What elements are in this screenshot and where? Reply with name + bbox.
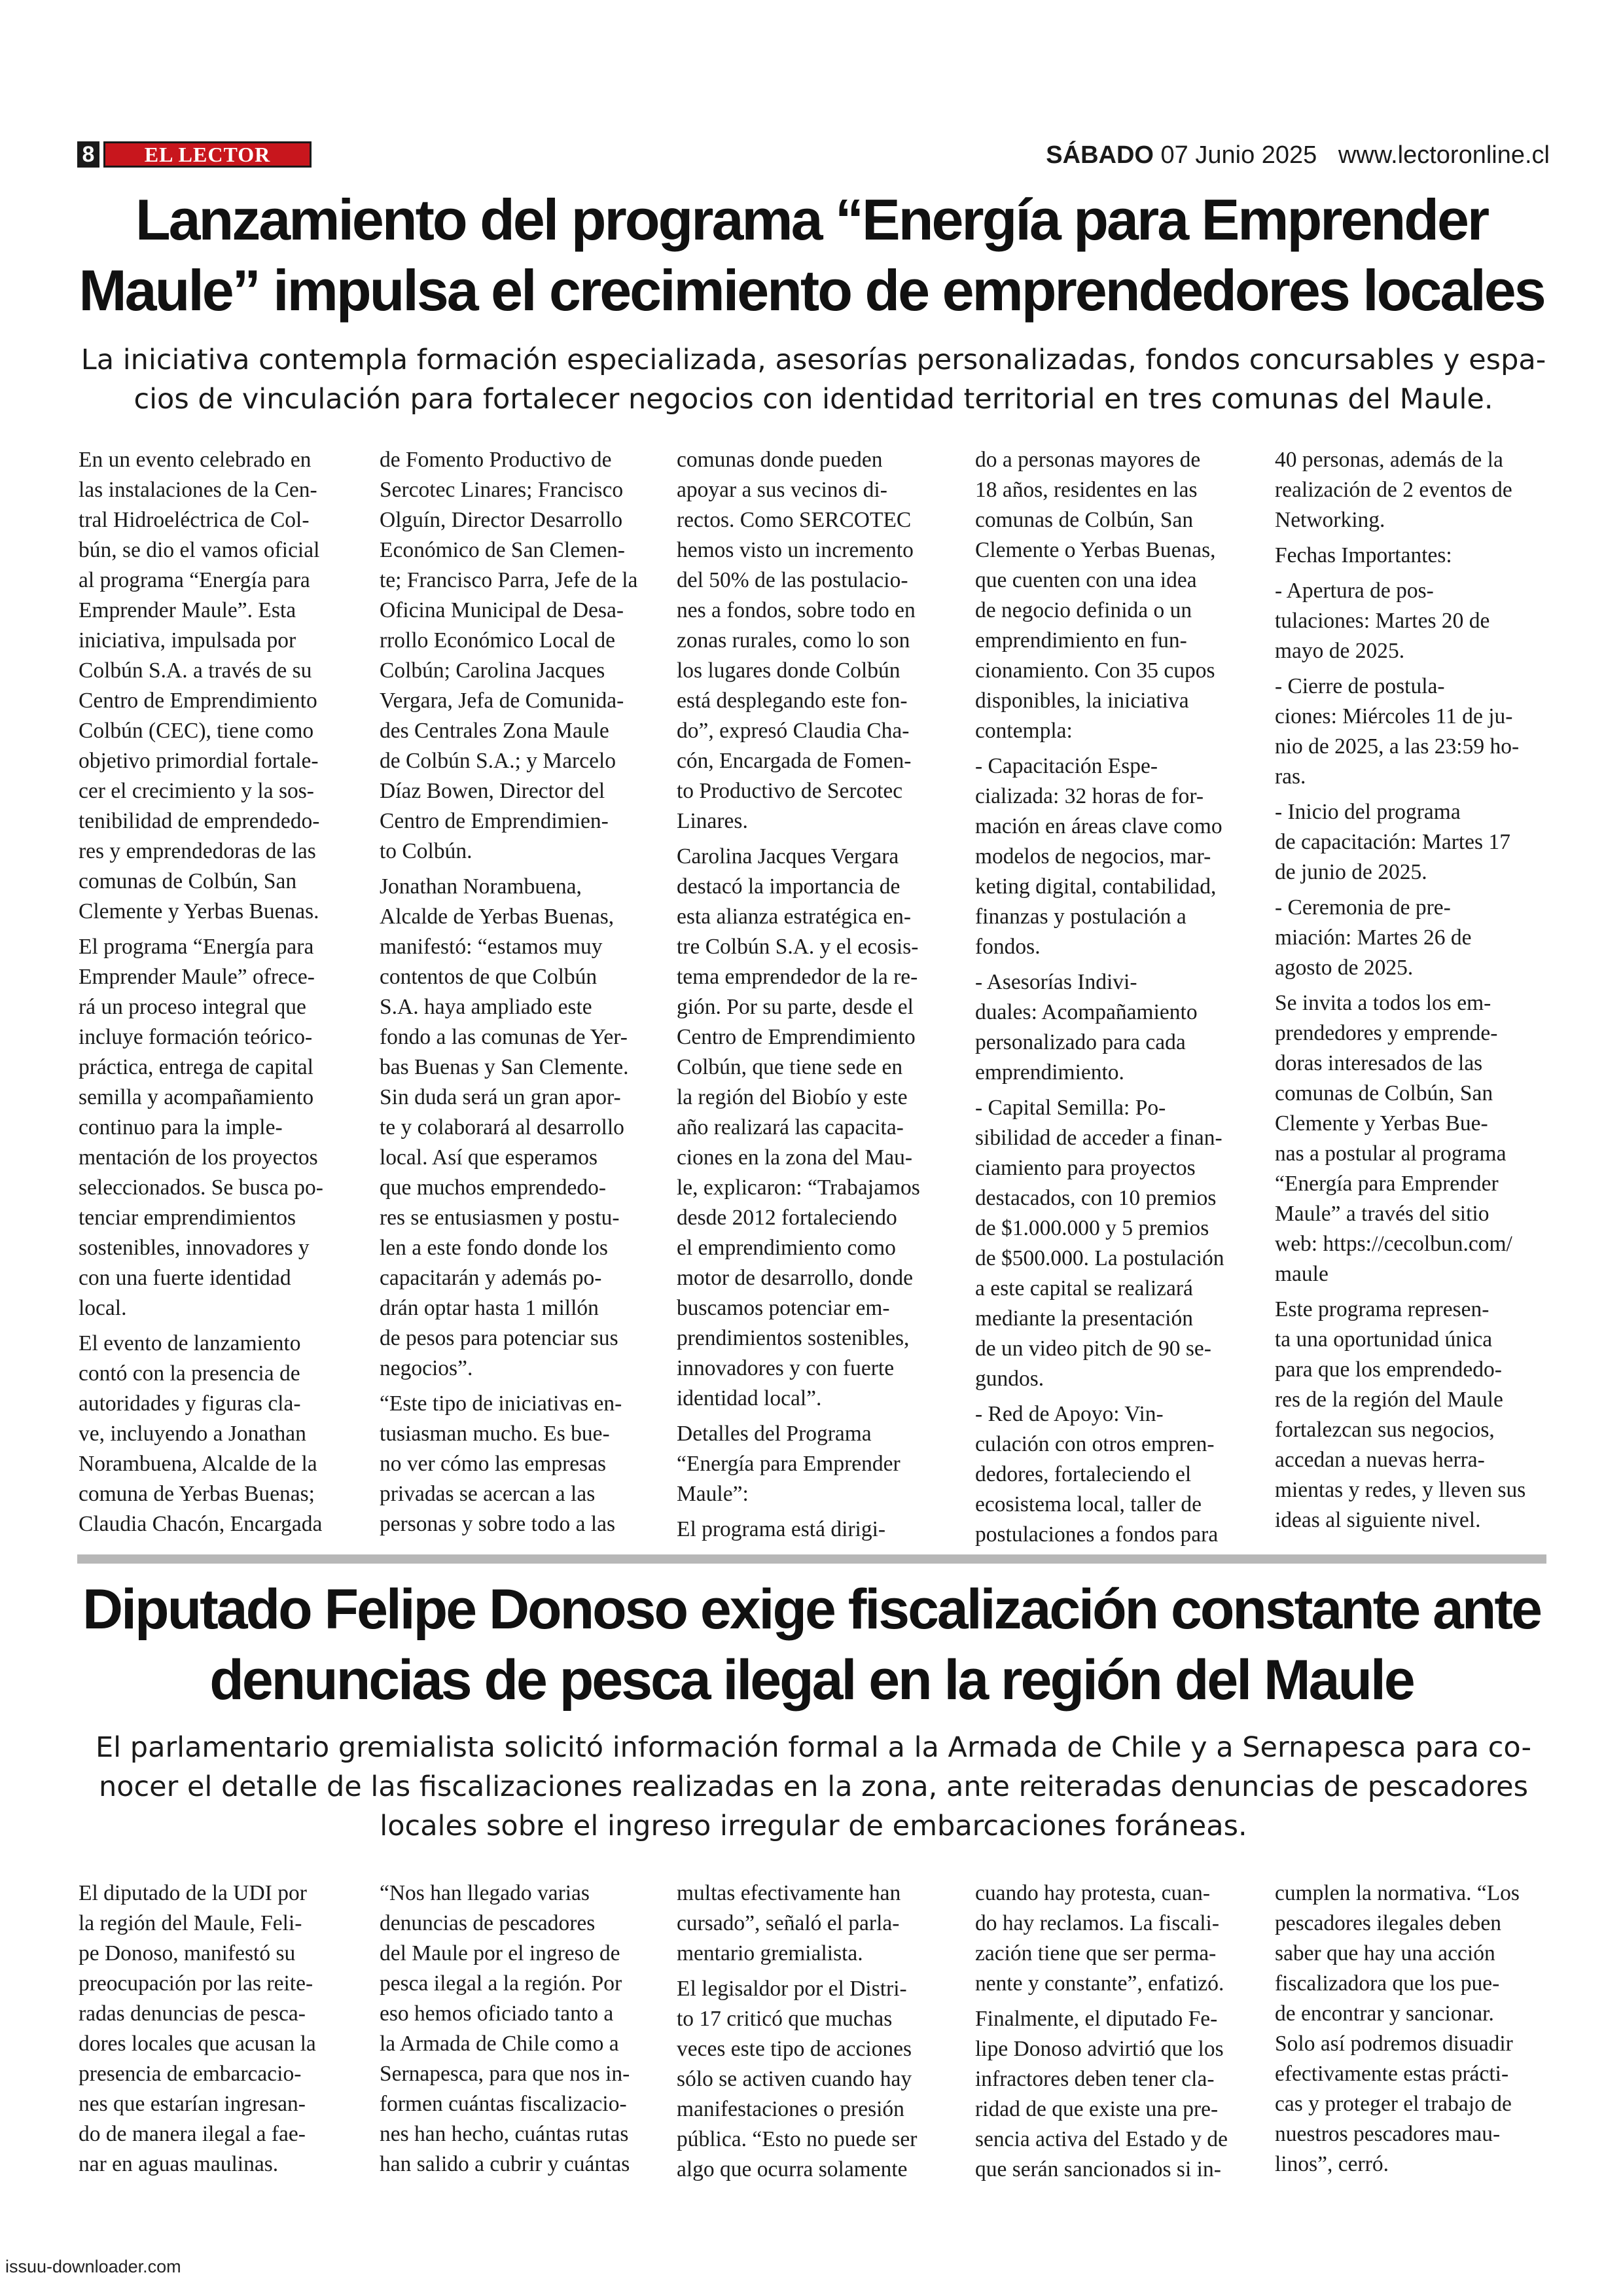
text-line: infractores deben tener cla- — [975, 2067, 1215, 2091]
text-line: Norambuena, Alcalde de la — [79, 1452, 317, 1476]
text-line: fondo a las comunas de Yer- — [380, 1025, 628, 1049]
text-line: multas efectivamente han — [677, 1881, 901, 1905]
text-line: destacó la importancia de — [677, 874, 901, 899]
text-line: sibilidad de acceder a finan- — [975, 1126, 1222, 1150]
text-line: manifestaciones o presión — [677, 2097, 904, 2121]
text-line: Vergara, Jefa de Comunida- — [380, 689, 624, 713]
text-line: mayo de 2025. — [1275, 639, 1405, 663]
text-line: práctica, entrega de capital — [79, 1055, 313, 1079]
text-line: rá un proceso integral que — [79, 995, 306, 1019]
text-line: denuncias de pescadores — [380, 1911, 596, 1935]
text-line: de $500.000. La postulación — [975, 1246, 1224, 1270]
text-line: dores locales que acusan la — [79, 2032, 316, 2056]
text-line: comunas donde pueden — [677, 448, 883, 472]
text-line: lipe Donoso advirtió que los — [975, 2037, 1224, 2061]
text-line: Linares. — [677, 809, 748, 833]
text-line: motor de desarrollo, donde — [677, 1266, 913, 1290]
text-line: Díaz Bowen, Director del — [380, 779, 605, 803]
text-line: Se invita a todos los em- — [1275, 991, 1491, 1015]
text-line: ecosistema local, taller de — [975, 1492, 1202, 1516]
text-line: pe Donoso, manifestó su — [79, 1941, 296, 1965]
text-line: destacados, con 10 premios — [975, 1186, 1217, 1210]
text-line: “Este tipo de iniciativas en- — [380, 1391, 622, 1416]
text-line: mediante la presentación — [975, 1306, 1193, 1331]
text-line: ta una oportunidad única — [1275, 1327, 1493, 1352]
text-line: semilla y acompañamiento — [79, 1085, 314, 1109]
text-line: de Fomento Productivo de — [380, 448, 612, 472]
text-line: tenciar emprendimientos — [79, 1206, 296, 1230]
article2-column-1 — [79, 1878, 353, 2179]
text-line: que cuenten con una idea — [975, 568, 1197, 592]
text-line: to Colbún. — [380, 839, 473, 863]
text-line: Finalmente, el diputado Fe- — [975, 2007, 1218, 2031]
headline-line: Diputado Felipe Donoso exige fiscalización constante ante — [82, 1578, 1541, 1641]
headline-line: Maule” impulsa el crecimiento de emprendedores locales — [79, 258, 1544, 323]
page-number: 8 — [77, 141, 99, 168]
text-line: nes que estarían ingresan- — [79, 2092, 306, 2116]
text-line: drán optar hasta 1 millón — [380, 1296, 599, 1320]
logo-text: EL LECTOR — [144, 143, 271, 166]
text-line: sostenibles, innovadores y — [79, 1236, 310, 1260]
text-line: cursado”, señaló el parla- — [677, 1911, 900, 1935]
text-line: buscamos potenciar em- — [677, 1296, 890, 1320]
text-line: Carolina Jacques Vergara — [677, 844, 899, 869]
text-line: Maule” a través del sitio — [1275, 1202, 1489, 1226]
text-line: de junio de 2025. — [1275, 860, 1427, 884]
text-line: Económico de San Clemen- — [380, 538, 625, 562]
text-line: - Inicio del programa — [1275, 800, 1461, 824]
text-line: duales: Acompañamiento — [975, 1000, 1198, 1024]
text-line: rrollo Económico Local de — [380, 628, 615, 653]
text-line: res y emprendedoras de las — [79, 839, 316, 863]
text-line: zación tiene que ser perma- — [975, 1941, 1217, 1965]
text-line: pescadores ilegales deben — [1275, 1911, 1502, 1935]
text-line: nar en aguas maulinas. — [79, 2152, 279, 2176]
text-line: S.A. haya ampliado este — [380, 995, 592, 1019]
text-line: modelos de negocios, mar- — [975, 844, 1211, 869]
article2-subhead — [77, 1728, 1550, 1846]
newspaper-logo — [103, 141, 312, 168]
text-line: esta alianza estratégica en- — [677, 905, 912, 929]
text-line: doras interesados de las — [1275, 1051, 1483, 1075]
text-line: Clemente o Yerbas Buenas, — [975, 538, 1216, 562]
page-header — [77, 139, 1550, 171]
text-line: continuo para la imple- — [79, 1115, 283, 1139]
article2-column-2 — [380, 1878, 654, 2179]
text-line: emprendimiento en fun- — [975, 628, 1187, 653]
text-line: zonas rurales, como lo son — [677, 628, 910, 653]
text-line: está desplegando este fon- — [677, 689, 908, 713]
text-line: de encontrar y sancionar. — [1275, 2001, 1494, 2026]
text-line: to 17 criticó que muchas — [677, 2007, 893, 2031]
text-line: nas a postular al programa — [1275, 1141, 1507, 1166]
text-line: presencia de embarcacio- — [79, 2062, 302, 2086]
text-line: contentos de que Colbún — [380, 965, 597, 989]
text-line: de pesos para potenciar sus — [380, 1326, 618, 1350]
text-line: - Ceremonia de pre- — [1275, 895, 1451, 920]
text-line: bún, se dio el vamos oficial — [79, 538, 320, 562]
text-line: Emprender Maule”. Esta — [79, 598, 296, 622]
article2-column-3 — [677, 1878, 952, 2185]
text-line: apoyar a sus vecinos di- — [677, 478, 887, 502]
text-line: nente y constante”, enfatizó. — [975, 1971, 1224, 1996]
text-line: privadas se acercan a las — [380, 1482, 596, 1506]
text-line: negocios”. — [380, 1356, 473, 1380]
article1-headline — [65, 185, 1558, 326]
watermark: issuu-downloader.com — [5, 2257, 181, 2276]
text-line: ciones en la zona del Mau- — [677, 1145, 912, 1170]
text-line: pública. “Esto no puede ser — [677, 2127, 918, 2151]
text-line: gundos. — [975, 1367, 1044, 1391]
text-line: “Energía para Emprender — [1275, 1172, 1499, 1196]
text-line: ciamiento para proyectos — [975, 1156, 1196, 1180]
text-line: la región del Maule, Feli- — [79, 1911, 302, 1935]
text-line: dedores, fortaleciendo el — [975, 1462, 1192, 1486]
text-line: las instalaciones de la Cen- — [79, 478, 317, 502]
text-line: Colbún; Carolina Jacques — [380, 658, 605, 683]
text-line: culación con otros empren- — [975, 1432, 1215, 1456]
text-line: te y colaborará al desarrollo — [380, 1115, 624, 1139]
text-line: El evento de lanzamiento — [79, 1331, 301, 1355]
text-line: mentario gremialista. — [677, 1941, 863, 1965]
text-line: algo que ocurra solamente — [677, 2157, 908, 2181]
text-line: bas Buenas y San Clemente. — [380, 1055, 629, 1079]
text-line: capacitarán y además po- — [380, 1266, 602, 1290]
text-line: Alcalde de Yerbas Buenas, — [380, 905, 615, 929]
text-line: de $1.000.000 y 5 premios — [975, 1216, 1209, 1240]
article1-subhead — [77, 340, 1550, 419]
text-line: de Colbún S.A.; y Marcelo — [380, 749, 616, 773]
text-line: objetivo primordial fortale- — [79, 749, 319, 773]
text-line: al programa “Energía para — [79, 568, 310, 592]
text-line: sólo se activen cuando hay — [677, 2067, 912, 2091]
text-line: Networking. — [1275, 508, 1385, 532]
text-line: tusiasman mucho. Es bue- — [380, 1422, 610, 1446]
text-line: Clemente y Yerbas Bue- — [1275, 1111, 1488, 1136]
text-line: comuna de Yerbas Buenas; — [79, 1482, 315, 1506]
text-line: “Energía para Emprender — [677, 1452, 901, 1476]
text-line: preocupación por las reite- — [79, 1971, 313, 1996]
text-line: ve, incluyendo a Jonathan — [79, 1422, 306, 1446]
text-line: Colbún (CEC), tiene como — [79, 719, 314, 743]
text-line: incluye formación teórico- — [79, 1025, 313, 1049]
text-line: Solo así podremos disuadir — [1275, 2032, 1513, 2056]
text-line: comunas de Colbún, San — [79, 869, 297, 893]
text-line: fortalezcan sus negocios, — [1275, 1418, 1495, 1442]
text-line: postulaciones a fondos para — [975, 1522, 1219, 1547]
text-line: Jonathan Norambuena, — [380, 874, 582, 899]
text-line: des Centrales Zona Maule — [380, 719, 609, 743]
text-line: prendimientos sostenibles, — [677, 1326, 910, 1350]
text-line: finanzas y postulación a — [975, 905, 1186, 929]
text-line: efectivamente estas prácti- — [1275, 2062, 1509, 2086]
article1-column-1 — [79, 445, 353, 1539]
text-line: cas y proteger el trabajo de — [1275, 2092, 1512, 2116]
text-line: identidad local”. — [677, 1386, 822, 1410]
text-line: 18 años, residentes en las — [975, 478, 1198, 502]
website-link[interactable]: www.lectoronline.cl — [1338, 141, 1550, 169]
text-line: Maule”: — [677, 1482, 749, 1506]
text-line: tulaciones: Martes 20 de — [1275, 609, 1490, 633]
text-line: desde 2012 fortaleciendo — [677, 1206, 897, 1230]
text-line: tre Colbún S.A. y el ecosis- — [677, 935, 919, 959]
text-line: nuestros pescadores mau- — [1275, 2122, 1501, 2146]
text-line: los lugares donde Colbún — [677, 658, 901, 683]
article1-column-4 — [975, 445, 1250, 1550]
text-line: eso hemos oficiado tanto a — [380, 2001, 614, 2026]
text-line: Centro de Emprendimien- — [380, 809, 609, 833]
section-divider — [77, 1554, 1546, 1564]
text-line: de capacitación: Martes 17 — [1275, 830, 1510, 854]
subhead-line: nocer el detalle de las fiscalizaciones realizadas en la zona, ante reiteradas denuncias de pescadores — [98, 1770, 1529, 1803]
text-line: no ver cómo las empresas — [380, 1452, 607, 1476]
text-line: - Asesorías Indivi- — [975, 970, 1137, 994]
text-line: Centro de Emprendimiento — [677, 1025, 916, 1049]
text-line: iniciativa, impulsada por — [79, 628, 296, 653]
text-line: El programa “Energía para — [79, 935, 314, 959]
issue-info — [1046, 139, 1550, 171]
article1-column-2 — [380, 445, 654, 1539]
text-line: pesca ilegal a la región. Por — [380, 1971, 622, 1996]
text-line: linos”, cerró. — [1275, 2152, 1389, 2176]
text-line: 40 personas, además de la — [1275, 448, 1503, 472]
text-line: Detalles del Programa — [677, 1422, 872, 1446]
text-line: fondos. — [975, 935, 1041, 959]
text-line: la Armada de Chile como a — [380, 2032, 619, 2056]
text-line: de un video pitch de 90 se- — [975, 1336, 1211, 1361]
text-line: nes han hecho, cuántas rutas — [380, 2122, 629, 2146]
text-line: “Nos han llegado varias — [380, 1881, 590, 1905]
text-line: - Capital Semilla: Po- — [975, 1096, 1166, 1120]
text-line: Emprender Maule” ofrece- — [79, 965, 315, 989]
text-line: Clemente y Yerbas Buenas. — [79, 899, 319, 924]
subhead-line: cios de vinculación para fortalecer negocios con identidad territorial en tres comunas del Maule. — [134, 383, 1493, 416]
text-line: ideas al siguiente nivel. — [1275, 1508, 1481, 1532]
subhead-line: locales sobre el ingreso irregular de embarcaciones foráneas. — [380, 1810, 1247, 1842]
text-line: accedan a nuevas herra- — [1275, 1448, 1485, 1472]
text-line: cón, Encargada de Fomen- — [677, 749, 912, 773]
text-line: do de manera ilegal a fae- — [79, 2122, 306, 2146]
text-line: Olguín, Director Desarrollo — [380, 508, 623, 532]
subhead-line: El parlamentario gremialista solicitó información formal a la Armada de Chile y a Sernapesca para co- — [96, 1731, 1531, 1764]
text-line: keting digital, contabilidad, — [975, 874, 1217, 899]
text-line: mientas y redes, y lleven sus — [1275, 1478, 1526, 1502]
text-line: El diputado de la UDI por — [79, 1881, 307, 1905]
text-line: Sercotec Linares; Francisco — [380, 478, 624, 502]
text-line: do”, expresó Claudia Cha- — [677, 719, 910, 743]
text-line: En un evento celebrado en — [79, 448, 312, 472]
text-line: sencia activa del Estado y de — [975, 2127, 1228, 2151]
text-line: cumplen la normativa. “Los — [1275, 1881, 1520, 1905]
text-line: miación: Martes 26 de — [1275, 925, 1472, 950]
text-line: El legisaldor por el Distri- — [677, 1977, 907, 2001]
text-line: tenibilidad de emprendedo- — [79, 809, 320, 833]
text-line: para que los emprendedo- — [1275, 1357, 1502, 1382]
headline-line: denuncias de pesca ilegal en la región del Maule — [209, 1649, 1414, 1712]
text-line: ras. — [1275, 764, 1306, 789]
text-line: del Maule por el ingreso de — [380, 1941, 620, 1965]
text-line: formen cuántas fiscalizacio- — [380, 2092, 627, 2116]
text-line: que serán sancionados si in- — [975, 2157, 1221, 2181]
text-line: mación en áreas clave como — [975, 814, 1222, 838]
text-line: manifestó: “estamos muy — [380, 935, 603, 959]
text-line: agosto de 2025. — [1275, 956, 1414, 980]
headline-line: Lanzamiento del programa “Energía para Emprender — [135, 187, 1488, 252]
article2-column-5 — [1275, 1878, 1550, 2179]
text-line: nes a fondos, sobre todo en — [677, 598, 916, 622]
text-line: disponibles, la iniciativa — [975, 689, 1189, 713]
text-line: - Capacitación Espe- — [975, 754, 1158, 778]
text-line: le, explicaron: “Trabajamos — [677, 1175, 920, 1200]
article1-column-5 — [1275, 445, 1550, 1535]
text-line: Sin duda será un gran apor- — [380, 1085, 621, 1109]
text-line: rectos. Como SERCOTEC — [677, 508, 912, 532]
text-line: tral Hidroeléctrica de Col- — [79, 508, 310, 532]
text-line: web: https://cecolbun.com/ — [1275, 1232, 1512, 1256]
text-line: emprendimiento. — [975, 1060, 1124, 1085]
text-line: radas denuncias de pesca- — [79, 2001, 306, 2026]
text-line: del 50% de las postulacio- — [677, 568, 908, 592]
text-line: innovadores y con fuerte — [677, 1356, 895, 1380]
text-line: personas y sobre todo a las — [380, 1512, 616, 1536]
text-line: ciones: Miércoles 11 de ju- — [1275, 704, 1513, 728]
text-line: Oficina Municipal de Desa- — [380, 598, 624, 622]
text-line: contó con la presencia de — [79, 1361, 300, 1386]
article1-column-3 — [677, 445, 952, 1545]
text-line: local. — [79, 1296, 127, 1320]
text-line: seleccionados. Se busca po- — [79, 1175, 323, 1200]
text-line: - Red de Apoyo: Vin- — [975, 1402, 1164, 1426]
text-line: El programa está dirigi- — [677, 1517, 886, 1541]
text-line: gión. Por su parte, desde el — [677, 995, 914, 1019]
text-line: maule — [1275, 1262, 1329, 1286]
text-line: saber que hay una acción — [1275, 1941, 1495, 1965]
text-line: Centro de Emprendimiento — [79, 689, 317, 713]
text-line: cuando hay protesta, cuan- — [975, 1881, 1211, 1905]
text-line: personalizado para cada — [975, 1030, 1186, 1054]
text-line: Claudia Chacón, Encargada — [79, 1512, 323, 1536]
text-line: Colbún S.A. a través de su — [79, 658, 312, 683]
text-line: res de la región del Maule — [1275, 1388, 1503, 1412]
text-line: prendedores y emprende- — [1275, 1021, 1498, 1045]
text-line: Sernapesca, para que nos in- — [380, 2062, 630, 2086]
text-line: año realizará las capacita- — [677, 1115, 904, 1139]
text-line: res se entusiasmen y postu- — [380, 1206, 620, 1230]
text-line: que muchos emprendedo- — [380, 1175, 607, 1200]
text-line: tema emprendedor de la re- — [677, 965, 918, 989]
text-line: ridad de que existe una pre- — [975, 2097, 1219, 2121]
text-line: local. Así que esperamos — [380, 1145, 598, 1170]
text-line: to Productivo de Sercotec — [677, 779, 903, 803]
text-line: do hay reclamos. La fiscali- — [975, 1911, 1219, 1935]
text-line: autoridades y figuras cla- — [79, 1391, 301, 1416]
article2-headline — [65, 1574, 1558, 1715]
text-line: de negocio definida o un — [975, 598, 1192, 622]
issue-day: SÁBADO — [1046, 141, 1154, 169]
article2-column-4 — [975, 1878, 1250, 2185]
subhead-line: La iniciativa contempla formación especializada, asesorías personalizadas, fondos concursables y espa- — [80, 344, 1546, 376]
text-line: comunas de Colbún, San — [975, 508, 1194, 532]
text-line: comunas de Colbún, San — [1275, 1081, 1493, 1105]
text-line: el emprendimiento como — [677, 1236, 896, 1260]
text-line: do a personas mayores de — [975, 448, 1201, 472]
text-line: cer el crecimiento y la sos- — [79, 779, 314, 803]
text-line: cionamiento. Con 35 cupos — [975, 658, 1215, 683]
text-line: mentación de los proyectos — [79, 1145, 318, 1170]
text-line: han salido a cubrir y cuántas — [380, 2152, 630, 2176]
text-line: Este programa represen- — [1275, 1297, 1489, 1321]
text-line: a este capital se realizará — [975, 1276, 1193, 1300]
text-line: fiscalizadora que los pue- — [1275, 1971, 1500, 1996]
text-line: contempla: — [975, 719, 1073, 743]
text-line: te; Francisco Parra, Jefe de la — [380, 568, 638, 592]
text-line: hemos visto un incremento — [677, 538, 914, 562]
text-line: Fechas Importantes: — [1275, 543, 1452, 567]
text-line: len a este fondo donde los — [380, 1236, 608, 1260]
text-line: realización de 2 eventos de — [1275, 478, 1512, 502]
text-line: la región del Biobío y este — [677, 1085, 908, 1109]
text-line: Colbún, que tiene sede en — [677, 1055, 903, 1079]
text-line: veces este tipo de acciones — [677, 2037, 912, 2061]
text-line: - Apertura de pos- — [1275, 579, 1434, 603]
text-line: - Cierre de postula- — [1275, 674, 1445, 698]
text-line: con una fuerte identidad — [79, 1266, 291, 1290]
issue-date: 07 Junio 2025 — [1160, 141, 1317, 169]
text-line: nio de 2025, a las 23:59 ho- — [1275, 734, 1520, 759]
text-line: cializada: 32 horas de for- — [975, 784, 1204, 808]
